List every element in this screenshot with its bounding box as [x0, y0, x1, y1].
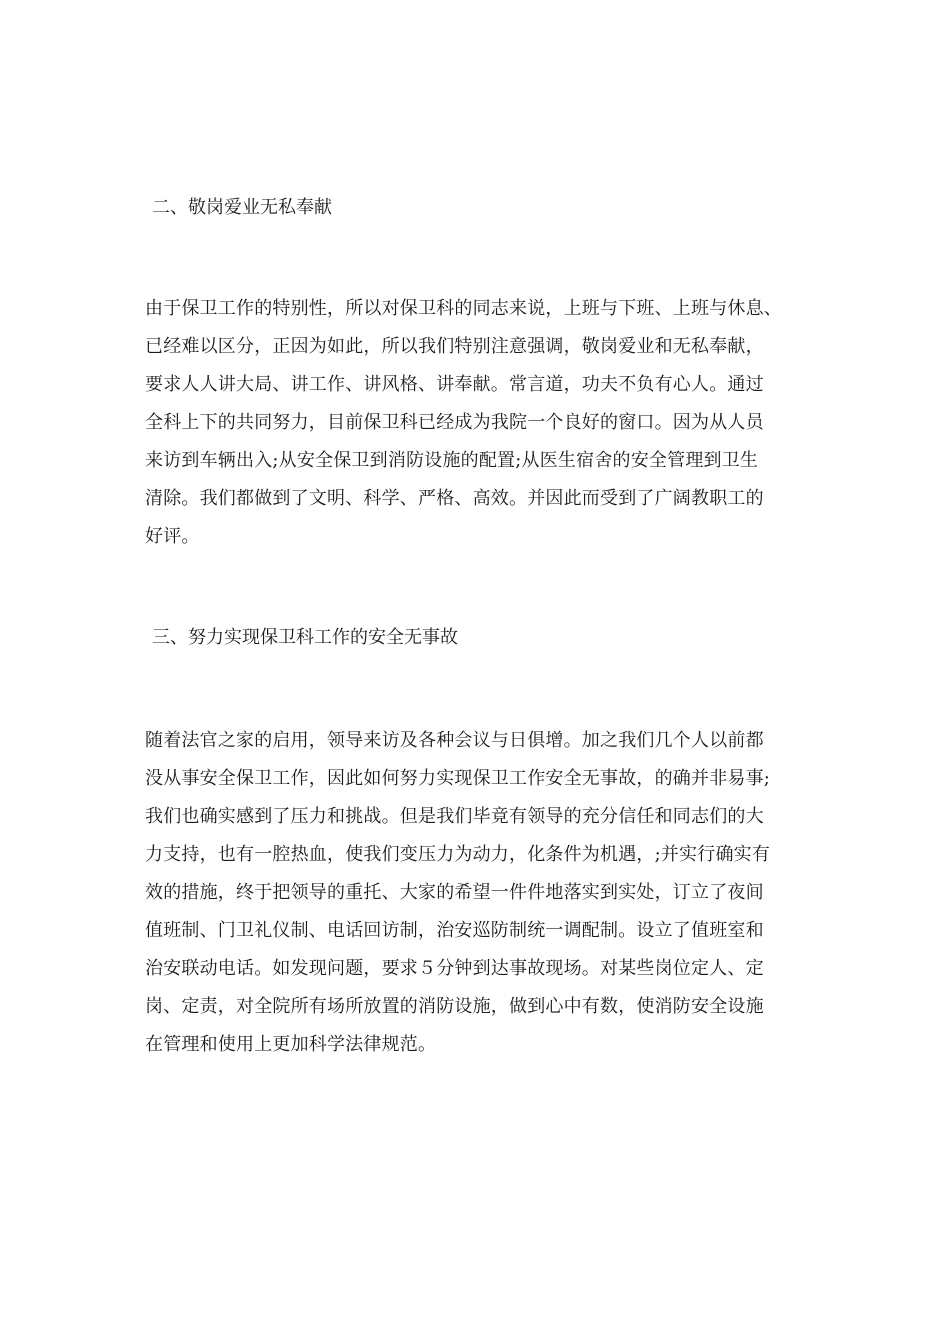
- paragraph-line: 没从事安全保卫工作，因此如何努力实现保卫工作安全无事故，的确并非易事;: [145, 768, 771, 789]
- paragraph-line: 好评。: [145, 526, 200, 547]
- paragraph-line: 在管理和使用上更加科学法律规范。: [145, 1034, 437, 1055]
- paragraph-line: 随着法官之家的启用，领导来访及各种会议与日俱增。加之我们几个人以前都: [145, 730, 764, 751]
- paragraph-line: 全科上下的共同努力，目前保卫科已经成为我院一个良好的窗口。因为从人员: [145, 412, 764, 433]
- section-heading-2: 二、敬岗爱业无私奉献: [152, 197, 332, 218]
- paragraph-line: 已经难以区分，正因为如此，所以我们特别注意强调，敬岗爱业和无私奉献，: [145, 336, 764, 357]
- paragraph-line: 来访到车辆出入;从安全保卫到消防设施的配置;从医生宿舍的安全管理到卫生: [145, 450, 759, 471]
- paragraph-line: 治安联动电话。如发现问题，要求５分钟到达事故现场。对某些岗位定人、定: [145, 958, 764, 979]
- paragraph-line: 清除。我们都做到了文明、科学、严格、高效。并因此而受到了广阔教职工的: [145, 488, 764, 509]
- section-heading-3: 三、努力实现保卫科工作的安全无事故: [152, 627, 458, 648]
- paragraph-line: 我们也确实感到了压力和挑战。但是我们毕竟有领导的充分信任和同志们的大: [145, 806, 764, 827]
- paragraph-line: 要求人人讲大局、讲工作、讲风格、讲奉献。常言道，功夫不负有心人。通过: [145, 374, 764, 395]
- paragraph-line: 效的措施，终于把领导的重托、大家的希望一件件地落实到实处，订立了夜间: [145, 882, 764, 903]
- paragraph-line: 由于保卫工作的特别性，所以对保卫科的同志来说，上班与下班、上班与休息、: [145, 298, 782, 319]
- paragraph-line: 岗、定责，对全院所有场所放置的消防设施，做到心中有数，使消防安全设施: [145, 996, 764, 1017]
- paragraph-line: 力支持，也有一腔热血，使我们变压力为动力，化条件为机遇，;并实行确实有: [145, 844, 771, 865]
- paragraph-line: 值班制、门卫礼仪制、电话回访制，治安巡防制统一调配制。设立了值班室和: [145, 920, 764, 941]
